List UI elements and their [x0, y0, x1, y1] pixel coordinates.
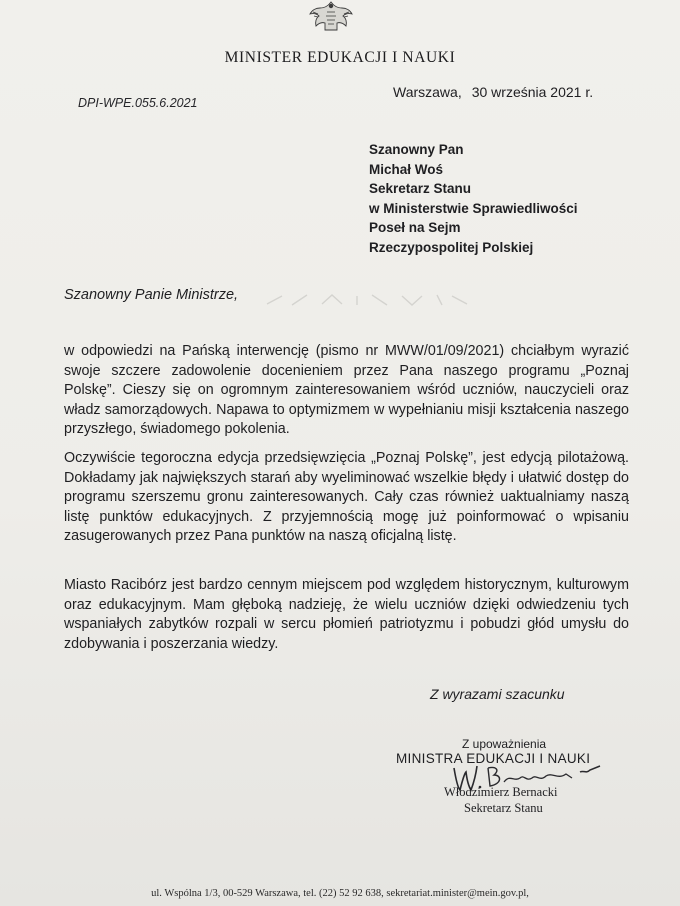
signatory-role: Sekretarz Stanu — [464, 801, 543, 815]
paragraph: Oczywiście tegoroczna edycja przedsięwzięcia „Poznaj Polskę”, jest edycją pilotażową. Dokładamy jak największych starań aby wyeliminować wszelkie błędy i ułatwić dostęp do programu szerszemu gronu zainteresowanych. Cały czas również uaktualniamy naszą listę punktów edukacyjnych. Z przyjemnością mogę już poinformować o wpisaniu zasugerowanych przez Pana punktów na naszą oficjalną listę. — [64, 450, 629, 544]
addressee-line: Rzeczypospolitej Polskiej — [369, 239, 534, 255]
addressee-line: Poseł na Sejm — [369, 220, 461, 235]
addressee-line: Sekretarz Stanu — [369, 181, 472, 196]
ministry-name: MINISTER EDUKACJI I NAUKI — [224, 49, 456, 66]
eagle-emblem-icon — [306, 0, 356, 32]
authorization-line: Z upoważnienia — [462, 737, 547, 751]
paragraph: Miasto Racibórz jest bardzo cennym miejscem pod względem historycznym, kulturowym oraz edukacyjnym. Mam głęboką nadzieję, że wielu uczniów dzięki odwiedzeniu tych wspaniałych zabytków rozpali w sercu płomień patriotyzmu i pobudzi głód umysłu do zdobywania i poszerzania wiedzy. — [64, 577, 629, 652]
signatory-name: Włodzimierz Bernacki — [444, 785, 558, 799]
closing-phrase: Z wyrazami szacunku — [430, 686, 565, 702]
salutation: Szanowny Panie Ministrze, — [64, 287, 239, 303]
place-and-date — [393, 84, 593, 100]
footer-contact: ul. Wspólna 1/3, 00-529 Warszawa, tel. (22) 52 92 638, sekretariat.minister@mein.gov.pl, — [151, 888, 529, 899]
addressee-line: Michał Woś — [369, 161, 444, 177]
reference-number: DPI-WPE.055.6.2021 — [78, 96, 198, 110]
signatory-organization: MINISTRA EDUKACJI I NAUKI — [396, 751, 591, 766]
faint-stamp-impression — [262, 290, 472, 310]
addressee-line: w Ministerstwie Sprawiedliwości — [369, 200, 578, 216]
paragraph: w odpowiedzi na Pańską interwencję (pismo nr MWW/01/09/2021) chciałbym wyrazić swoje szczere zadowolenie docenieniem przez Pana naszego programu „Poznaj Polskę”. Cieszy się on ogromnym zainteresowaniem wśród uczniów, nauczycieli oraz władz samorządowych. Napawa to optymizmem w wypełnianiu misji kształcenia naszego przyszłego, świadomego pokolenia. — [64, 343, 629, 437]
addressee-block — [369, 140, 578, 257]
city: Warszawa, — [393, 84, 462, 100]
date: 30 września 2021 r. — [471, 84, 594, 100]
addressee-line: Szanowny Pan — [369, 142, 464, 157]
